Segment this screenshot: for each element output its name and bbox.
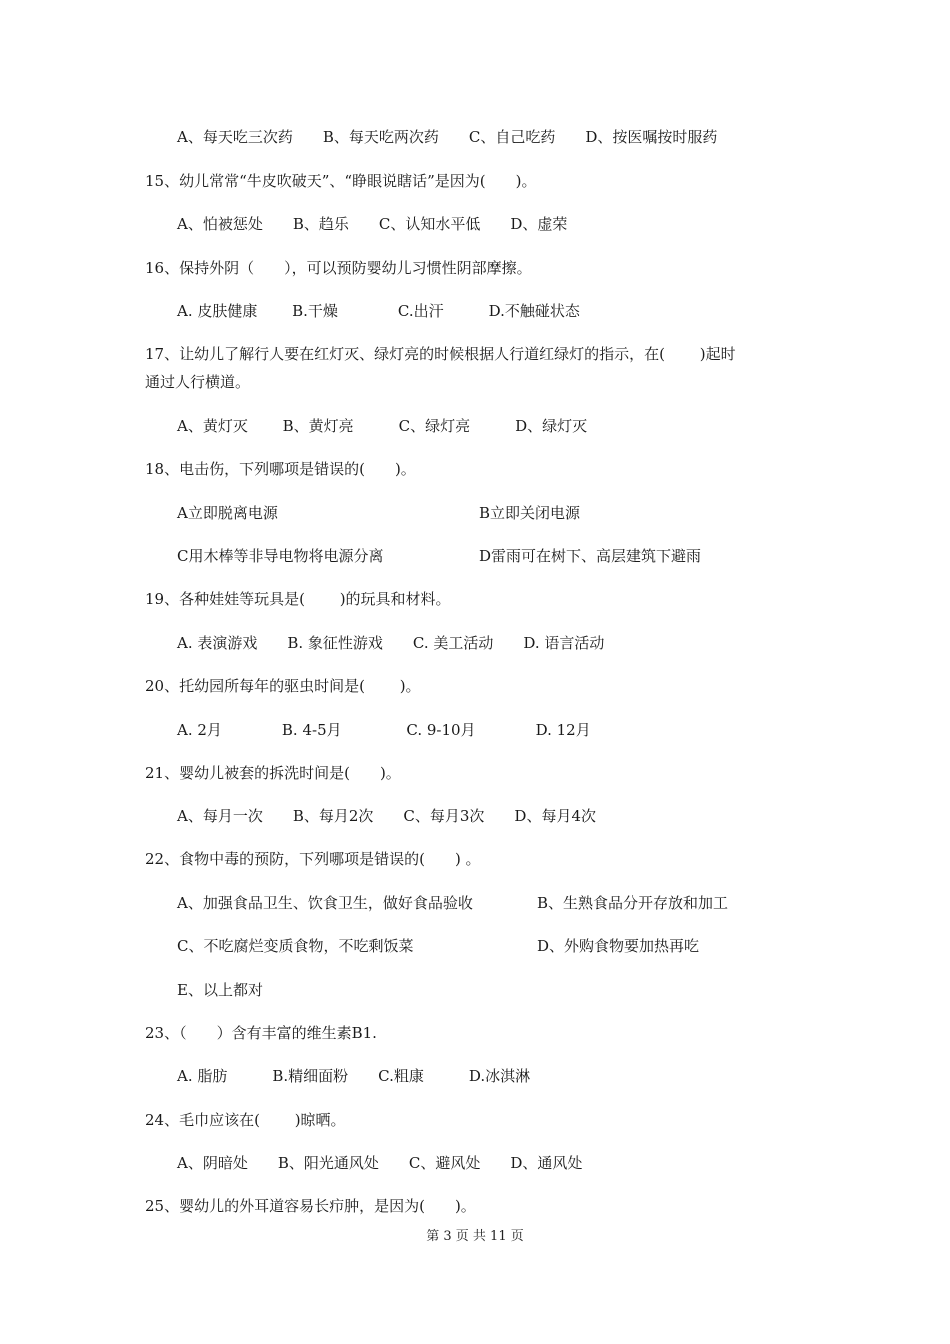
q16-question: 16、保持外阴（ ），可以预防婴幼儿习惯性阴部摩擦。 <box>145 259 532 277</box>
q22-option-a: A、加强食品卫生、饮食卫生，做好食品验收 <box>177 894 473 912</box>
q18-option-b: B立即关闭电源 <box>479 504 581 522</box>
q19-options: A. 表演游戏 B. 象征性游戏 C. 美工活动 D. 语言活动 <box>177 634 605 652</box>
q22-option-d: D、外购食物要加热再吃 <box>537 937 700 955</box>
q18-option-d: D雷雨可在树下、高层建筑下避雨 <box>479 547 702 565</box>
q22-question: 22、食物中毒的预防，下列哪项是错误的( ) 。 <box>145 850 481 868</box>
q17-question-line1: 17、让幼儿了解行人要在红灯灭、绿灯亮的时候根据人行道红绿灯的指示，在( )起时 <box>145 345 736 363</box>
q14-options: A、每天吃三次药 B、每天吃两次药 C、自己吃药 D、按医嘱按时服药 <box>177 128 718 146</box>
q19-question: 19、各种娃娃等玩具是( )的玩具和材料。 <box>145 590 451 608</box>
q21-question: 21、婴幼儿被套的拆洗时间是( )。 <box>145 764 401 782</box>
page-number-footer: 第 3 页 共 11 页 <box>426 1229 524 1244</box>
q18-option-a: A立即脱离电源 <box>177 504 278 522</box>
q16-options: A. 皮肤健康 B.干燥 C.出汗 D.不触碰状态 <box>177 302 580 320</box>
q18-option-c: C用木棒等非导电物将电源分离 <box>177 547 384 565</box>
q25-question: 25、婴幼儿的外耳道容易长疖肿，是因为( )。 <box>145 1197 476 1215</box>
q24-question: 24、毛巾应该在( )晾晒。 <box>145 1111 346 1129</box>
q22-option-b: B、生熟食品分开存放和加工 <box>537 894 729 912</box>
q24-options: A、阴暗处 B、阳光通风处 C、避风处 D、通风处 <box>177 1154 583 1172</box>
q17-question-line2: 通过人行横道。 <box>145 373 251 391</box>
q20-question: 20、托幼园所每年的驱虫时间是( )。 <box>145 677 421 695</box>
q15-options: A、怕被惩处 B、趋乐 C、认知水平低 D、虚荣 <box>177 215 568 233</box>
q23-options: A. 脂肪 B.精细面粉 C.粗康 D.冰淇淋 <box>177 1067 531 1085</box>
q22-option-e: E、以上都对 <box>177 981 263 999</box>
q15-question: 15、幼儿常常“牛皮吹破天”、“睁眼说瞎话”是因为( )。 <box>145 172 537 190</box>
q22-option-c: C、不吃腐烂变质食物，不吃剩饭菜 <box>177 937 414 955</box>
q23-question: 23、（ ）含有丰富的维生素B1. <box>145 1024 377 1042</box>
q18-question: 18、电击伤，下列哪项是错误的( )。 <box>145 460 416 478</box>
q17-options: A、黄灯灭 B、黄灯亮 C、绿灯亮 D、绿灯灭 <box>177 417 588 435</box>
q20-options: A. 2月 B. 4-5月 C. 9-10月 D. 12月 <box>177 721 591 739</box>
q21-options: A、每月一次 B、每月2次 C、每月3次 D、每月4次 <box>177 807 596 825</box>
